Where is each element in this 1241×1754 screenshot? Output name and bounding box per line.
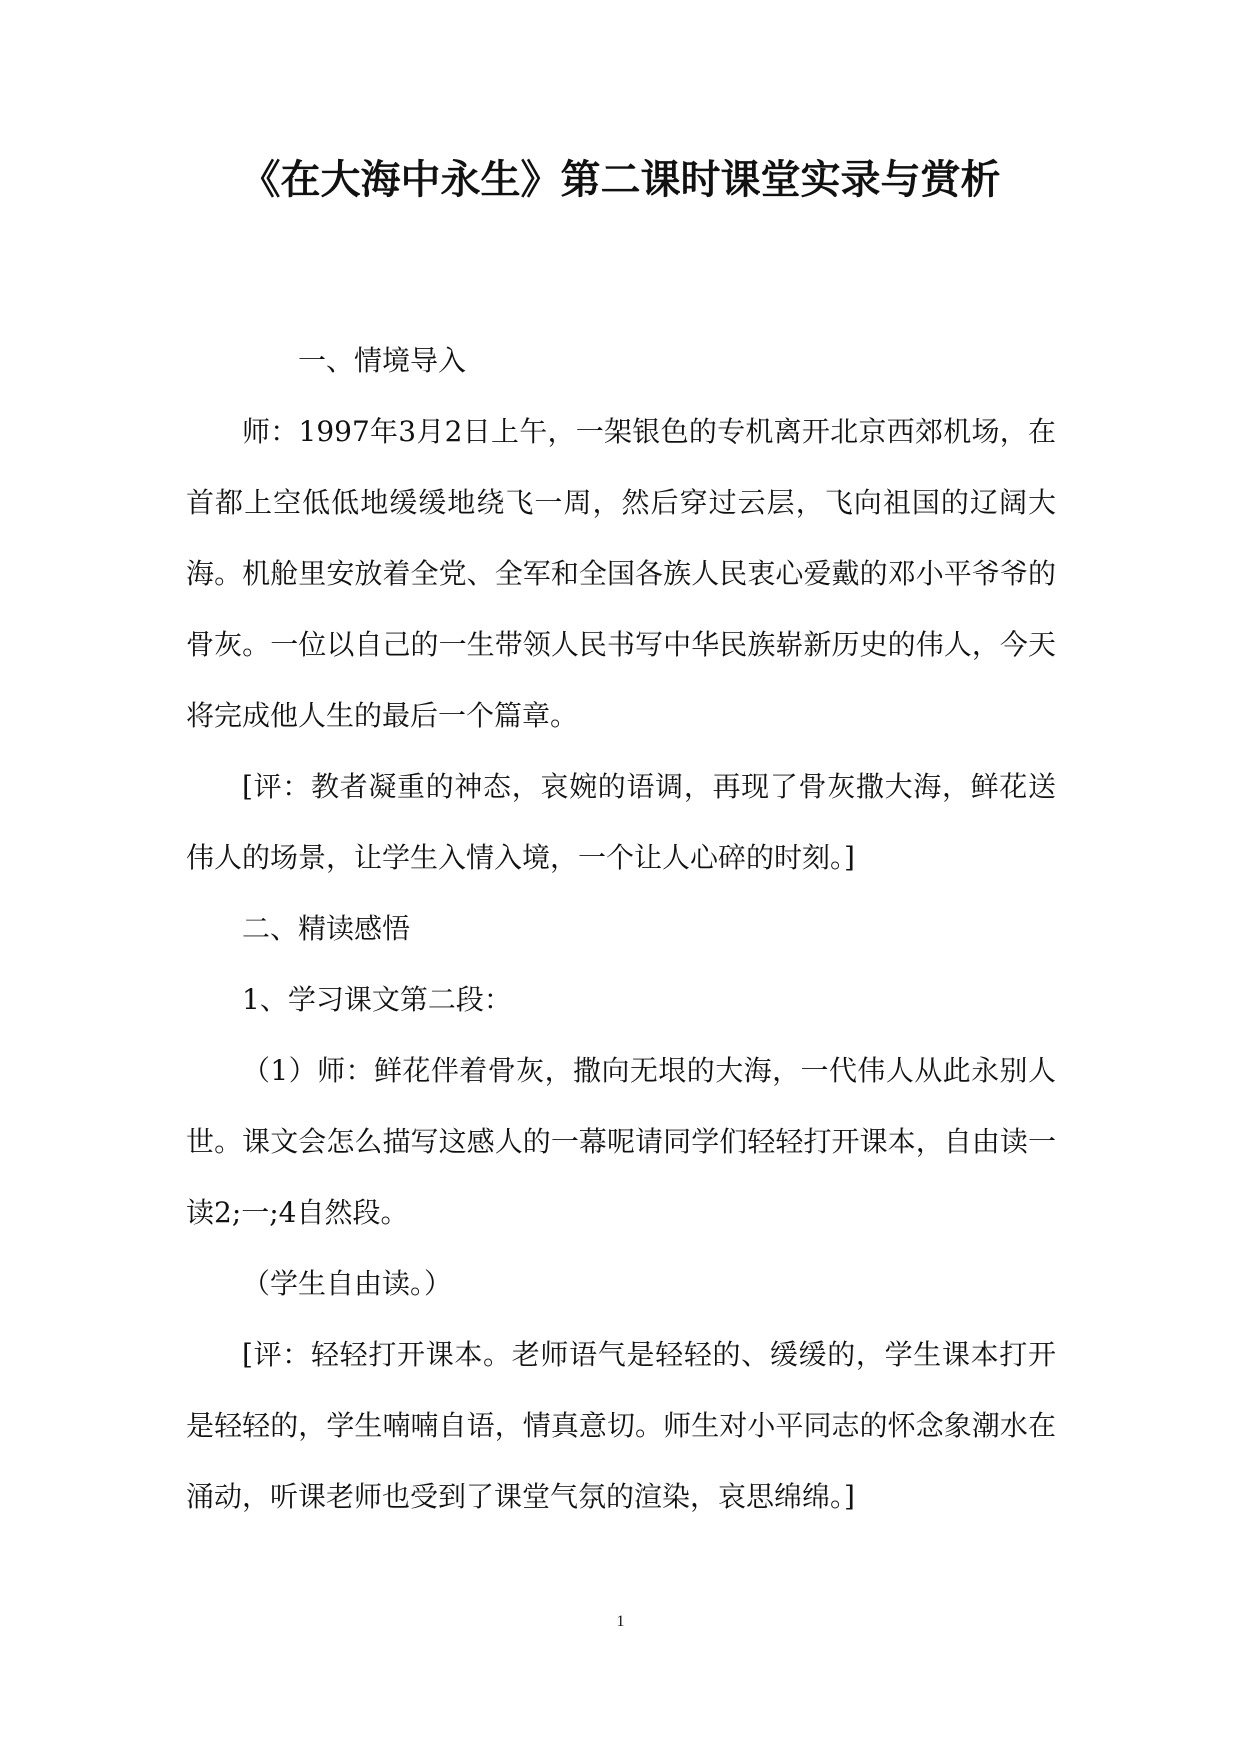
section-heading-1: 一、情境导入 (298, 344, 467, 377)
paragraph-comment-2: [评：轻轻打开课本。老师语气是轻轻的、缓缓的，学生课本打开是轻轻的，学生喃喃自语，情真意切。师生对小平同志的怀念象潮水在涌动，听课老师也受到了课堂气氛的渲染，哀思绵绵。] (186, 1338, 1056, 1513)
section-heading-2: 二、精读感悟 (242, 912, 411, 945)
page-number: 1 (616, 1613, 625, 1630)
paragraph-teacher-reading: （1）师：鲜花伴着骨灰，撒向无垠的大海，一代伟人从此永别人世。课文会怎么描写这感人的一幕呢请同学们轻轻打开课本，自由读一读2;一;4自然段。 (186, 1054, 1056, 1229)
subsection-heading-1: 1、学习课文第二段： (242, 983, 512, 1016)
document-title: 《在大海中永生》第二课时课堂实录与赏析 (240, 156, 1001, 203)
paragraph-student-reading: （学生自由读。） (242, 1267, 453, 1300)
paragraph-comment-1: [评：教者凝重的神态，哀婉的语调，再现了骨灰撒大海，鲜花送伟人的场景，让学生入情入境，一个让人心碎的时刻。] (186, 770, 1056, 874)
document-body (186, 325, 1056, 1532)
paragraph-teacher-intro: 师：1997年3月2日上午，一架银色的专机离开北京西郊机场，在首都上空低低地缓缓地绕飞一周，然后穿过云层，飞向祖国的辽阔大海。机舱里安放着全党、全军和全国各族人民衷心爱戴的邓小平爷爷的骨灰。一位以自己的一生带领人民书写中华民族崭新历史的伟人，今天将完成他人生的最后一个篇章。 (186, 415, 1056, 732)
